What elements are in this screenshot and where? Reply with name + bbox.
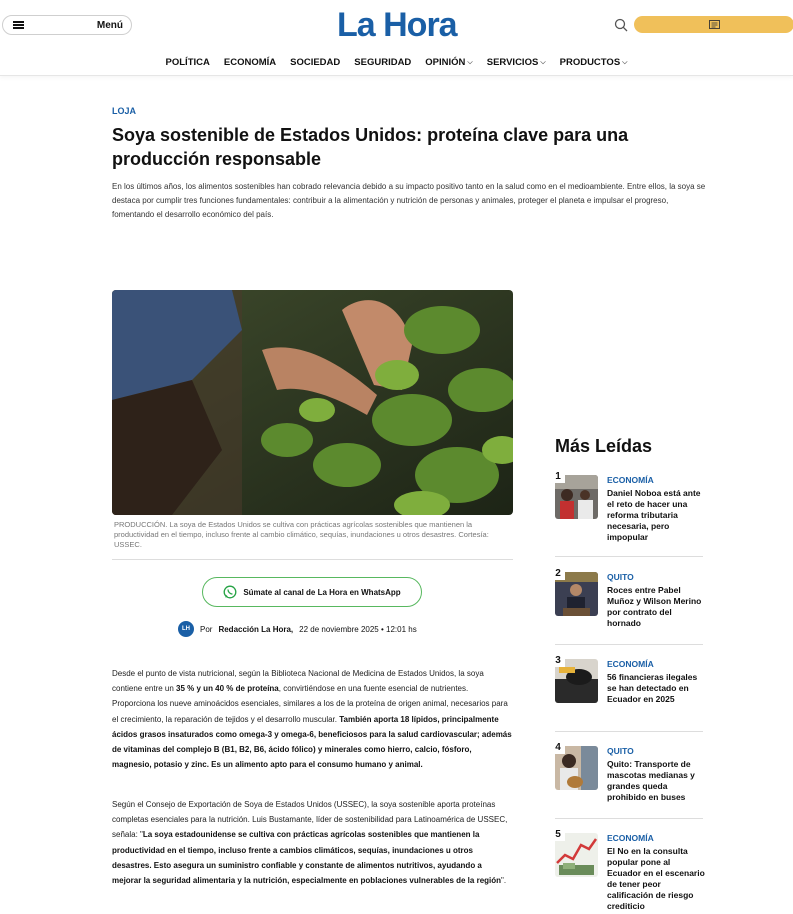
photo-caption: PRODUCCIÓN. La soya de Estados Unidos se cultiva con prácticas agrícolas sostenibles que mantienen la productividad en el tiempo, incluso frente al cambio climático, sequías, inundaciones u otros desastres. Cortesía: USSEC. <box>114 520 489 549</box>
author-avatar: LH <box>178 621 194 637</box>
rank-number: 5 <box>551 827 565 841</box>
text-span: Desde el punto de vista nutricional, según la Biblioteca Nacional de Medicina de Estados Unidos, la soya contiene entre un <box>112 669 484 694</box>
chevron-down-icon: ⌵ <box>540 58 546 66</box>
headline-link[interactable]: El No en la consulta popular pone al Ecuador en el escenario de tener peor calificación de riesgo crediticio <box>607 846 705 911</box>
menu-label: Menú <box>96 19 123 31</box>
headline-link[interactable]: 56 financieras ilegales se han detectado en Ecuador en 2025 <box>607 672 698 704</box>
byline <box>178 621 417 637</box>
text-span: Según el Consejo de Exportación de Soya de Estados Unidos (USSEC), la soya sostenible aporta proteínas completas esenciales para la nutrición. Luis Bustamante, líder de sostenibilidad para Latinoamérica de USSEC, señala: " <box>112 800 508 840</box>
section-tag[interactable]: LOJA <box>112 106 137 116</box>
category-tag[interactable]: QUITO <box>607 746 634 756</box>
text-span: , convirtiéndose en una fuente esencial de nutrientes. Proporciona los nueve aminoácidos esenciales, similares a los de la proteína de origen animal, necesarios para el crecimiento, la reparación de tejidos y el desarrollo muscular. <box>112 684 508 724</box>
whatsapp-label: Súmate al canal de La Hora en WhatsApp <box>243 587 401 597</box>
headline-link[interactable]: Roces entre Pabel Muñoz y Wilson Merino por contrato del hornado <box>607 585 702 628</box>
bold-text: También aporta 18 lípidos, principalmente ácidos grasos insaturados como omega-3 y omega-6, beneficiosos para la salud cardiovascular; además de vitaminas del complejo B (B1, B2, B6, ácido fólico) y minerales como hierro, calcio, fósforo, magnesio, potasio y zinc. Es un alimento apto para el consumo humano y animal. <box>112 714 512 770</box>
rank-number: 2 <box>551 566 565 580</box>
article-paragraph <box>112 797 512 888</box>
chevron-down-icon: ⌵ <box>622 58 628 66</box>
newspaper-icon <box>709 20 720 29</box>
divider <box>555 731 703 732</box>
chevron-down-icon: ⌵ <box>467 58 473 66</box>
nav-item-opinion[interactable] <box>425 57 472 68</box>
divider <box>555 644 703 645</box>
nav-item-politica[interactable] <box>166 57 210 68</box>
rank-number: 4 <box>551 740 565 754</box>
category-tag[interactable]: ECONOMÍA <box>607 659 654 669</box>
main-nav <box>0 57 793 68</box>
menu-button[interactable] <box>2 15 132 35</box>
article-lead: En los últimos años, los alimentos sostenibles han cobrado relevancia debido a su impacto positivo tanto en la salud como en el medioambiente. Entre ellos, la soya se destaca por cumplir tres funciones fundamentales: contribuir a la alimentación y nutrición de personas y animales, proteger el planeta e impulsar el progreso, fomentando el desarrollo económico del país. <box>112 182 706 219</box>
text-span: ". <box>501 876 507 886</box>
hamburger-icon <box>13 21 24 29</box>
byline-prefix: Por <box>200 624 213 634</box>
divider <box>112 559 513 560</box>
category-tag[interactable]: QUITO <box>607 572 634 582</box>
article-paragraph <box>112 666 512 772</box>
author-link[interactable]: Redacción La Hora, <box>218 624 294 634</box>
nav-item-servicios[interactable] <box>487 57 546 68</box>
nav-label: POLÍTICA <box>165 57 210 68</box>
most-read-title: Más Leídas <box>555 436 653 456</box>
rank-number: 3 <box>551 653 565 667</box>
whatsapp-icon <box>223 585 237 599</box>
nav-label: SERVICIOS <box>486 57 539 68</box>
bold-text: La soya estadounidense se cultiva con prácticas agrícolas sostenibles que mantienen la productividad en el tiempo, incluso frente a cambios climáticos, sequías, inundaciones u otros desastres. Esto asegura un suministro confiable y constante de alimentos nutritivos, ayudando a mejorar la seguridad alimentaria y la nutrición, especialmente en poblaciones vulnerables de la región <box>112 830 502 886</box>
whatsapp-channel-button[interactable] <box>202 577 422 607</box>
nav-item-seguridad[interactable] <box>354 57 411 68</box>
soy-plants-image <box>112 290 513 515</box>
nav-item-sociedad[interactable] <box>290 57 340 68</box>
divider <box>555 556 703 557</box>
site-logo[interactable]: La Hora <box>337 6 457 44</box>
nav-item-economia[interactable] <box>224 57 276 68</box>
article-photo <box>112 290 513 515</box>
site-header <box>0 0 793 76</box>
nav-label: OPINIÓN <box>425 57 466 68</box>
nav-item-productos[interactable] <box>560 57 628 68</box>
subscribe-button[interactable] <box>634 16 793 33</box>
category-tag[interactable]: ECONOMÍA <box>607 475 654 485</box>
nav-label: ECONOMÍA <box>223 57 277 68</box>
rank-number: 1 <box>551 469 565 483</box>
category-tag[interactable]: ECONOMÍA <box>607 833 654 843</box>
divider <box>555 818 703 819</box>
bold-text: 35 % y un 40 % de proteína <box>176 684 279 694</box>
article-title: Soya sostenible de Estados Unidos: proteína clave para una producción responsable <box>112 125 629 169</box>
publish-date: 22 de noviembre 2025 • 12:01 hs <box>299 624 417 634</box>
nav-label: SEGURIDAD <box>354 57 412 68</box>
nav-label: PRODUCTOS <box>559 57 621 68</box>
nav-label: SOCIEDAD <box>290 57 341 68</box>
headline-link[interactable]: Quito: Transporte de mascotas medianas y grandes queda prohibido en buses <box>607 759 695 802</box>
headline-link[interactable]: Daniel Noboa está ante el reto de hacer una reforma tributaria necesaria, pero impopular <box>607 488 701 542</box>
search-icon[interactable] <box>614 18 628 32</box>
